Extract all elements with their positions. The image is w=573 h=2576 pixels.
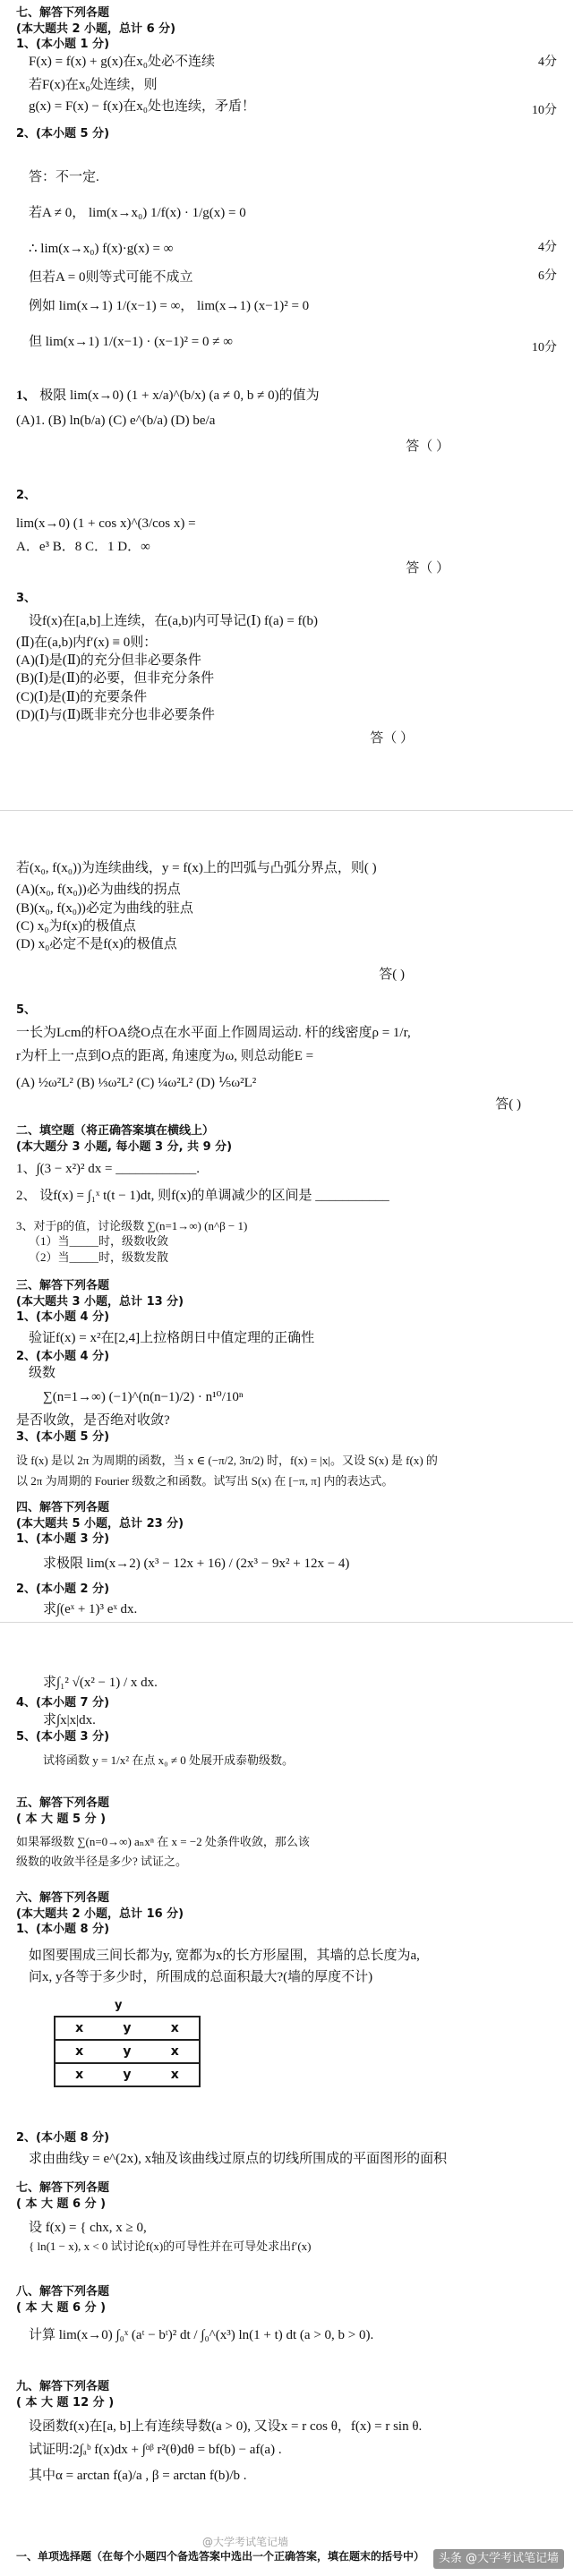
section-4-continued (16, 1674, 557, 1768)
section-6-q2 (16, 2130, 557, 2168)
watermark-text: @大学考试笔记墙 (202, 2536, 289, 2548)
section-heading: 一、单项选择题（在每个小题四个备选答案中选出一个正确答案，填在题末的括号中） (16, 2550, 425, 2563)
question-number: 5、 (16, 1003, 37, 1017)
question-text: 如果幂级数 ∑(n=0→∞) aₙxⁿ 在 x = −2 处条件收敛，那么该 (16, 1835, 310, 1849)
section-3: 三、解答下列各题 (本大题共 3 小题，总计 13 分) 1、(本小题 4 分) 验证f(x) = x²在[2,4]上拉格朗日中值定理的正确性 2、(本小题 4 分) 级数 ∑(n=1→∞) (−1)^(n(n−1)/2) · n¹⁰/10ⁿ 是否收敛，是否绝对收敛? 3、(本小题 5 分) 设 f(x) 是以 2π 为周期的函数，当 x ∈ (−π/2, 3π/2) 时，f(x) = |x|。又设 S(x) 是 f(x) 的 以 2π 为周期的 Fourier 级数之和函数。试写出 S(x) 在 [−π, π] 内的表达式。 (16, 1278, 557, 1489)
question-header: 4、(本小题 7 分) (16, 1696, 110, 1710)
score-label: 6分 (538, 269, 557, 283)
room-diagram (54, 2016, 201, 2087)
question-header: 1、(本小题 8 分) (16, 1923, 110, 1937)
section-subheading: (本大题共 2 小题，总计 16 分) (16, 1906, 184, 1921)
question-header: 1、(本小题 4 分) (16, 1310, 110, 1325)
question-header: 2、(本小题 2 分) (16, 1582, 110, 1596)
mc-question-5: 5、 一长为Lcm的杆OA绕O点在水平面上作圆周运动. 杆的线密度ρ = 1/r, r为杆上一点到O点的距离, 角速度为ω, 则总动能E = (A) ½ω²L² (B) ⅓ω²L² (C) ¼ω²L² (D) ⅕ω²L² 答( ) (16, 1002, 557, 1114)
fill-question-3-part-2: （2）当_____时，级数发散 (29, 1250, 169, 1264)
mc-question-1 (16, 387, 557, 456)
question-text: 试将函数 y = 1/x² 在点 x₀ ≠ 0 处展开成泰勒级数。 (43, 1753, 295, 1767)
question-header: 5、(本小题 3 分) (16, 1730, 110, 1744)
option-b: (B)(Ⅰ)是(Ⅱ)的必要，但非充分条件 (16, 671, 215, 687)
answer-blank: 答( ) (379, 968, 405, 983)
question-header: 2、(本小题 4 分) (16, 1349, 110, 1363)
answer-blank: 答（ ） (406, 439, 449, 454)
section-heading: 二、填空题（将正确答案填在横线上） (16, 1124, 215, 1138)
question-text: 计算 lim(x→0) ∫₀ˣ (aᵗ − bᵗ)² dt / ∫₀^(x³) ln(1 + t) dt (a > 0, b > 0). (29, 2328, 374, 2343)
question-stem: 一长为Lcm的杆OA绕O点在水平面上作圆周运动. 杆的线密度ρ = 1/r, (16, 1025, 411, 1040)
mc-question-2 (16, 488, 557, 577)
question-text: 求∫₁² √(x² − 1) / x dx. (43, 1676, 158, 1690)
options: A．e³ B．8 C．1 D．∞ (16, 539, 150, 554)
fill-question-1: 1、∫(3 − x²)² dx = ____________. (16, 1162, 201, 1177)
fill-question-2: 2、 设f(x) = ∫₁ˣ t(t − 1)dt, 则f(x)的单调减少的区间是 ___________ (16, 1189, 389, 1204)
score-label: 4分 (538, 241, 557, 254)
question-header: 2、(本小题 8 分) (16, 2131, 110, 2145)
divider (0, 1622, 573, 1623)
section-9: 九、解答下列各题 ( 本 大 题 12 分 ) 设函数f(x)在[a, b]上有连续导数(a > 0), 又设x = r cos θ，f(x) = r sin θ. 试证明:2∫ₐᵇ f(x)dx + ∫ᵅᵝ r²(θ)dθ = bf(b) − af(a) . 其中α = arctan f(a)/a , β = arctan f(b)/b . (16, 2379, 557, 2485)
figure-label-y: y (115, 1999, 123, 2012)
question-text: 设 f(x) 是以 2π 为周期的函数，当 x ∈ (−π/2, 3π/2) 时，f(x) = |x|。又设 S(x) 是 f(x) 的 (16, 1453, 438, 1467)
question-stem: 若(x₀, f(x₀))为连续曲线，y = f(x)上的凹弧与凸弧分界点，则( ) (16, 861, 377, 875)
fill-question-3-part-1: （1）当_____时，级数收敛 (29, 1234, 169, 1249)
question-header: 1、(本小题 1 分) (16, 38, 110, 52)
answer-line: F(x) = f(x) + g(x)在x₀处必不连续 4分 (16, 53, 557, 76)
options: (A)1. (B) ln(b/a) (C) e^(b/a) (D) be/a (16, 414, 216, 429)
section-subheading: ( 本 大 题 6 分 ) (16, 2300, 107, 2315)
question-stem: lim(x→0) (1 + cos x)^(3/cos x) = (16, 516, 196, 531)
watermark-badge: 头条 @大学考试笔记墙 (433, 2549, 564, 2569)
question-text: 设 f(x) = { chx, x ≥ 0, (29, 2221, 147, 2236)
section-heading: 五、解答下列各题 (16, 1796, 110, 1810)
section-heading: 六、解答下列各题 (16, 1891, 110, 1905)
option-d: (D)(Ⅰ)与(Ⅱ)既非充分也非必要条件 (16, 707, 215, 722)
fill-section (16, 1123, 557, 1265)
section-6: 六、解答下列各题 (本大题共 2 小题，总计 16 分) 1、(本小题 8 分) 如图要围成三间长都为y, 宽都为x的长方形屋围，其墙的总长度为a, 问x, y各等于多少时，所围成的总面积最大?(墙的厚度不计) (16, 1890, 557, 1986)
question-text: 求∫(eˣ + 1)³ eˣ dx. (43, 1602, 138, 1617)
option-a: (A)(Ⅰ)是(Ⅱ)的充分但非必要条件 (16, 653, 201, 669)
question-text: 设函数f(x)在[a, b]上有连续导数(a > 0), 又设x = r cos θ，f(x) = r sin θ. (29, 2419, 423, 2435)
mc-question-3: 3、 设f(x)在[a,b]上连续，在(a,b)内可导记(Ⅰ) f(a) = f(b) (Ⅱ)在(a,b)内f′(x) ≡ 0则： (A)(Ⅰ)是(Ⅱ)的充分但非必要条件 (B)(Ⅰ)是(Ⅱ)的必要，但非充分条件 (C)(Ⅰ)是(Ⅱ)的充要条件 (D)(Ⅰ)与(Ⅱ)既非充分也非必要条件 答（ ） (16, 591, 557, 747)
section-7-q2-answer: 答：不一定. 若A ≠ 0， lim(x→x₀) 1/f(x) · 1/g(x) = 0 ∴ lim(x→x₀) f(x)·g(x) = ∞ 4分 但若A = 0则等式可能不成立 6分 例如 lim(x→1) 1/(x−1) = ∞， lim(x→1) (x−1)² = 0 但 lim(x→1) 1/(x−1) · (x−1)² = 0 ≠ ∞ 10分 (16, 168, 557, 363)
series-formula: ∑(n=1→∞) (−1)^(n(n−1)/2) · n¹⁰/10ⁿ (43, 1389, 244, 1404)
room-row: x y x (56, 2041, 199, 2064)
score-label: 4分 (538, 55, 557, 69)
section-heading: 八、解答下列各题 (16, 2285, 110, 2299)
answer-line: 若F(x)在x₀处连续，则 (29, 77, 158, 92)
section-5: 五、解答下列各题 ( 本 大 题 5 分 ) 如果幂级数 ∑(n=0→∞) aₙxⁿ 在 x = −2 处条件收敛，那么该 级数的收敛半径是多少? 试证之。 (16, 1796, 557, 1869)
option-a: (A)(x₀, f(x₀))必为曲线的拐点 (16, 883, 181, 898)
answer-blank: 答（ ） (370, 731, 414, 746)
section-7b: 七、解答下列各题 ( 本 大 题 6 分 ) 设 f(x) = { chx, x ≥ 0, { ln(1 − x), x < 0 试讨论f(x)的可导性并在可导处求出f′(x) (16, 2180, 557, 2255)
question-header: 1、(本小题 3 分) (16, 1532, 110, 1547)
section-heading: 七、解答下列各题 (16, 2181, 110, 2195)
question-text: 验证f(x) = x²在[2,4]上拉格朗日中值定理的正确性 (29, 1330, 315, 1345)
section-subheading: ( 本 大 题 12 分 ) (16, 2395, 115, 2410)
question-text: 求∫x|x|dx. (43, 1712, 96, 1727)
section-subheading: ( 本 大 题 6 分 ) (16, 2196, 107, 2211)
question-number: 2、 (16, 489, 37, 502)
options: (A) ½ω²L² (B) ⅓ω²L² (C) ¼ω²L² (D) ⅕ω²L² (16, 1076, 257, 1091)
section-4 (16, 1500, 557, 1619)
answer-blank: 答（ ） (406, 561, 449, 576)
section-8 (16, 2284, 557, 2344)
section-subheading: (本大题共 2 小题，总计 6 分) (16, 21, 176, 36)
section-subheading: (本大题共 5 小题，总计 23 分) (16, 1516, 184, 1531)
divider (0, 810, 573, 811)
section-heading: 四、解答下列各题 (16, 1501, 110, 1514)
question-header: 2、(本小题 5 分) (16, 126, 110, 141)
section-heading: 三、解答下列各题 (16, 1279, 110, 1292)
room-row: x y x (56, 2017, 199, 2041)
score-label: 10分 (532, 341, 557, 354)
section-subheading: (本大题分 3 小题, 每小题 3 分, 共 9 分) (16, 1139, 233, 1154)
option-b: (B)(x₀, f(x₀))必定为曲线的驻点 (16, 900, 193, 916)
section-subheading: (本大题共 3 小题，总计 13 分) (16, 1294, 184, 1309)
option-d: (D) x₀必定不是f(x)的极值点 (16, 937, 177, 951)
answer-blank: 答( ) (495, 1097, 521, 1113)
option-c: (C) x₀为f(x)的极值点 (16, 918, 136, 934)
question-number: 3、 (16, 592, 37, 605)
question-stem: 1、 极限 lim(x→0) (1 + x/a)^(b/x) (a ≠ 0, b ≠ 0)的值为 (16, 388, 320, 403)
section-heading: 九、解答下列各题 (16, 2380, 110, 2393)
question-header: 3、(本小题 5 分) (16, 1430, 110, 1445)
question-text: 如图要围成三间长都为y, 宽都为x的长方形屋围，其墙的总长度为a, (29, 1948, 420, 1963)
fill-question-3: 3、对于β的值，讨论级数 ∑(n=1→∞) (n^β − 1) (16, 1218, 248, 1233)
option-c: (C)(Ⅰ)是(Ⅱ)的充要条件 (16, 689, 148, 704)
room-row: x y x (75, 2067, 179, 2082)
question-text: 求由曲线y = e^(2x), x轴及该曲线过原点的切线所围成的平面图形的面积 (29, 2151, 448, 2166)
section-7-answers (16, 5, 557, 141)
mc-question-4 (16, 859, 557, 985)
question-stem: 设f(x)在[a,b]上连续，在(a,b)内可导记(Ⅰ) f(a) = f(b) (29, 613, 319, 628)
question-text: 求极限 lim(x→2) (x³ − 12x + 16) / (2x³ − 9x² + 12x − 4) (43, 1556, 350, 1571)
section-heading: 七、解答下列各题 (16, 6, 110, 20)
answer-line: g(x) = F(x) − f(x)在x₀处也连续，矛盾！ 10分 (16, 98, 557, 121)
section-subheading: ( 本 大 题 5 分 ) (16, 1812, 107, 1826)
score-label: 10分 (532, 103, 557, 117)
